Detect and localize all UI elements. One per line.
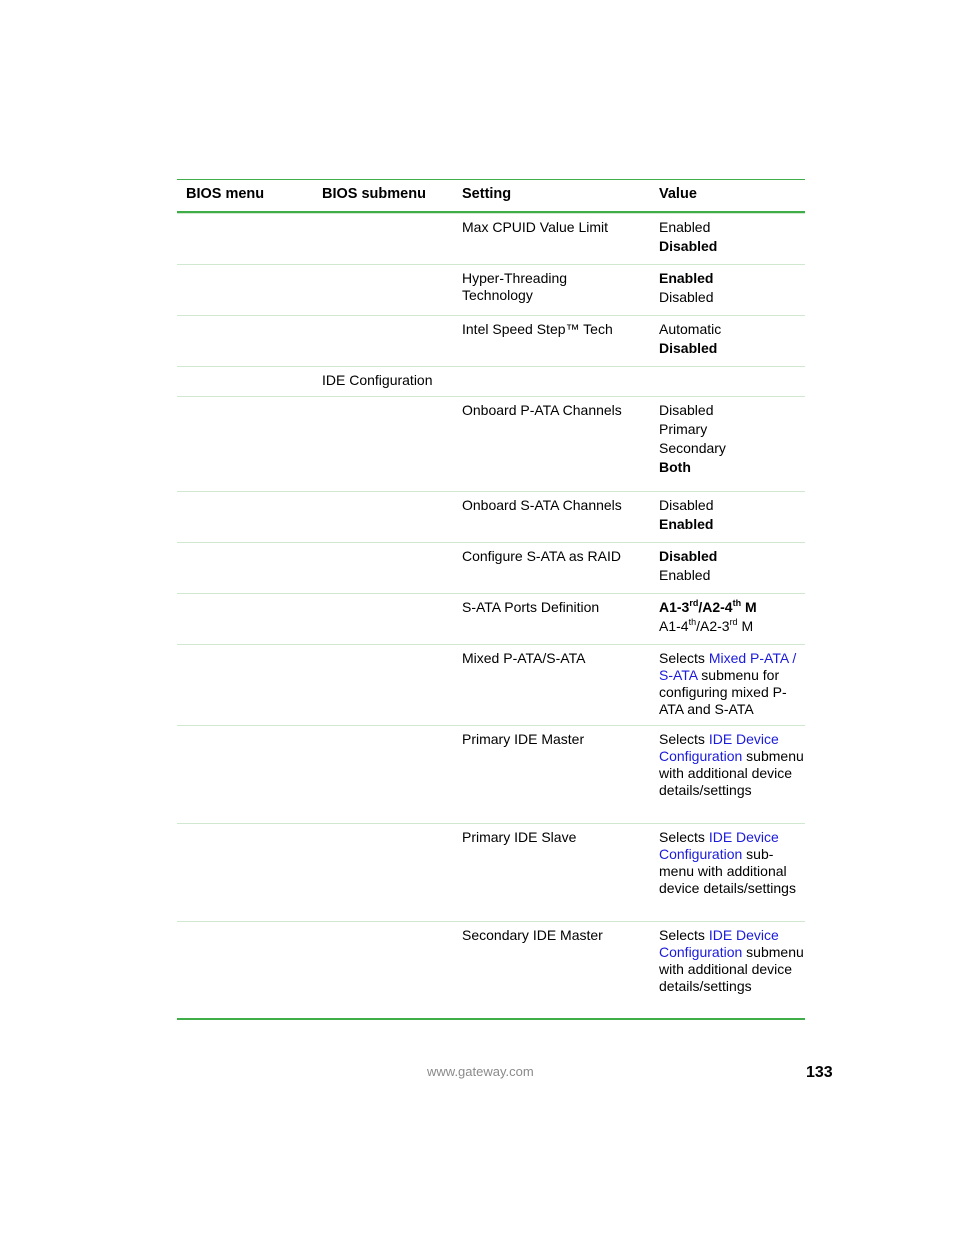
setting-cell: Onboard S-ATA Channels <box>462 497 622 513</box>
table-row <box>177 593 805 644</box>
setting-cell: S-ATA Ports Definition <box>462 599 600 615</box>
header-setting: Setting <box>462 186 512 202</box>
table-row <box>177 213 805 264</box>
ide-device-configuration-link[interactable]: IDE Device Configuration <box>659 829 779 862</box>
setting-cell: Mixed P-ATA/S-ATA <box>462 650 586 666</box>
value-cell: Disabled Enabled <box>659 548 718 583</box>
table-row <box>177 366 805 396</box>
table-row <box>177 396 805 491</box>
mixed-pata-sata-link[interactable]: Mixed P-ATA / S-ATA <box>659 650 797 683</box>
table-row <box>177 315 805 366</box>
value-cell: Selects IDE Device Configuration sub-menu with additional device details/settings <box>659 829 796 896</box>
submenu-cell: IDE Configuration <box>322 372 433 388</box>
table-row <box>177 491 805 542</box>
header-value: Value <box>659 186 697 202</box>
setting-cell: Max CPUID Value Limit <box>462 219 609 235</box>
value-cell: Enabled Disabled <box>659 270 714 305</box>
ide-device-configuration-link[interactable]: IDE Device Configuration <box>659 731 779 764</box>
page-number: 133 <box>806 1064 833 1081</box>
setting-cell: Onboard P-ATA Channels <box>462 402 622 418</box>
setting-cell: Configure S-ATA as RAID <box>462 548 621 564</box>
setting-cell: Primary IDE Slave <box>462 829 577 845</box>
table-row <box>177 542 805 593</box>
table-row <box>177 823 805 921</box>
footer-url: www.gateway.com <box>427 1064 534 1079</box>
bios-settings-table <box>177 179 805 1020</box>
table-header <box>177 180 805 213</box>
setting-cell: Primary IDE Master <box>462 731 585 747</box>
table-row <box>177 644 805 725</box>
value-cell: Automatic Disabled <box>659 321 722 356</box>
value-cell: Disabled Primary Secondary Both <box>659 402 726 475</box>
value-cell: Enabled Disabled <box>659 219 718 254</box>
table-row <box>177 264 805 315</box>
table-row <box>177 725 805 823</box>
table-row <box>177 921 805 1018</box>
setting-cell: Intel Speed Step™ Tech <box>462 321 613 337</box>
value-cell: A1-3rd/A2-4th M A1-4th/A2-3rd M <box>659 598 757 634</box>
value-cell: Disabled Enabled <box>659 497 714 532</box>
value-cell: Selects Mixed P-ATA / S-ATA submenu for configuring mixed P-ATA and S-ATA <box>659 650 797 717</box>
setting-cell: Secondary IDE Master <box>462 927 603 943</box>
ide-device-configuration-link[interactable]: IDE Device Configuration <box>659 927 779 960</box>
value-cell: Selects IDE Device Configuration submenu with additional device details/settings <box>659 731 804 798</box>
setting-cell: Hyper-Threading Technology <box>462 270 568 303</box>
header-bios-submenu: BIOS submenu <box>322 186 426 202</box>
value-cell: Selects IDE Device Configuration submenu with additional device details/settings <box>659 927 804 994</box>
header-bios-menu: BIOS menu <box>186 186 265 202</box>
